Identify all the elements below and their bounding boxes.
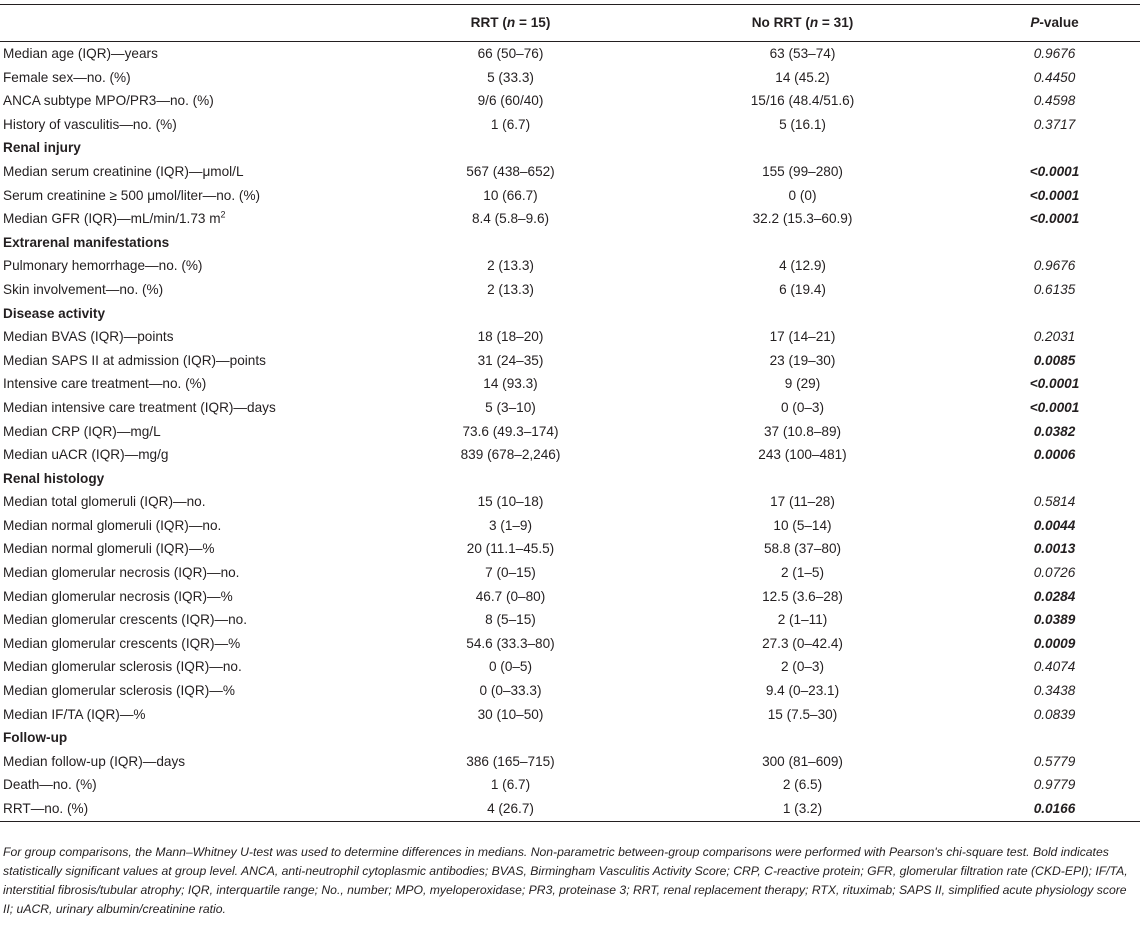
p-value: 0.0006 <box>1033 447 1076 463</box>
rrt-value: 0 (0–5) <box>488 659 533 675</box>
rrt-value: 0 (0–33.3) <box>479 683 542 699</box>
row-label: Median glomerular crescents (IQR)—% <box>3 635 241 651</box>
row-label-cell <box>0 797 382 821</box>
rrt-value: 54.6 (33.3–80) <box>466 635 555 651</box>
row-label-cell <box>0 42 382 66</box>
p-value: 0.0726 <box>1033 565 1076 581</box>
p-value: <0.0001 <box>1029 187 1080 203</box>
table-row <box>0 490 1140 514</box>
p-value: 0.0166 <box>966 797 1140 821</box>
row-label: Median normal glomeruli (IQR)—% <box>3 541 215 557</box>
table-row <box>0 585 1140 609</box>
row-label-cell <box>0 254 382 278</box>
row-label-cell <box>0 66 382 90</box>
no-rrt-value: 2 (0–3) <box>780 659 825 675</box>
no-rrt-value: 37 (10.8–89) <box>763 423 842 439</box>
row-label-cell <box>0 585 382 609</box>
section-header-row <box>0 467 1140 491</box>
row-label: Skin involvement—no. (%) <box>3 281 164 297</box>
row-label-cell <box>0 372 382 396</box>
p-value: <0.0001 <box>1029 211 1080 227</box>
rrt-value: 20 (11.1–45.5) <box>466 541 555 557</box>
row-label: Median serum creatinine (IQR)—μmol/L <box>3 163 244 179</box>
section-header-row <box>0 136 1140 160</box>
table-body <box>0 42 1140 822</box>
p-value: 0.3438 <box>1033 683 1076 699</box>
p-value: <0.0001 <box>1029 163 1080 179</box>
no-rrt-value: 12.5 (3.6–28) <box>762 588 843 604</box>
table-row <box>0 561 1140 585</box>
row-label-cell <box>0 184 382 208</box>
no-rrt-value: 10 (5–14) <box>773 517 832 533</box>
table-row <box>0 325 1140 349</box>
row-label: Median CRP (IQR)—mg/L <box>3 423 161 439</box>
p-value: 0.9779 <box>1033 777 1076 793</box>
no-rrt-value: 63 (53–74) <box>769 46 836 61</box>
section-title: Extrarenal manifestations <box>3 234 170 250</box>
section-title: Renal histology <box>3 470 105 486</box>
p-value: 0.9676 <box>1033 258 1076 274</box>
rrt-value: 8.4 (5.8–9.6) <box>471 211 550 227</box>
no-rrt-value: 5 (16.1) <box>779 116 826 132</box>
rrt-value: 567 (438–652) <box>466 163 555 179</box>
no-rrt-value: 27.3 (0–42.4) <box>762 635 843 651</box>
row-label: Death—no. (%) <box>3 777 97 793</box>
table-footnote: For group comparisons, the Mann–Whitney U-test was used to determine differences in medians. Non-parametric between-group comparisons were performed with Pearson's chi-square test. Bold indicates statistically significant values at group level. ANCA, anti-neutrophil cytoplasmic antibodies; BVAS, Birmingham Vasculitis Activity Score; CRP, C-reactive protein; GFR, glomerular filtration rate (CKD-EPI); IF/TA, interstitial fibrosis/tubular atrophy; IQR, interquartile range; No., number; MPO, myeloperoxidase; PR3, proteinase 3; RRT, renal replacement therapy; RTX, rituximab; SAPS II, simplified acute physiology score II; uACR, urinary albumin/creatinine ratio. <box>3 845 1128 916</box>
rrt-value: 4 (26.7) <box>382 797 636 821</box>
row-label-cell <box>0 703 382 727</box>
section-header-row <box>0 231 1140 255</box>
section-header-row <box>0 726 1140 750</box>
row-label: Median normal glomeruli (IQR)—no. <box>3 517 222 533</box>
section-title: Renal injury <box>3 140 81 156</box>
row-label: Pulmonary hemorrhage—no. (%) <box>3 258 203 274</box>
no-rrt-value: 15 (7.5–30) <box>767 706 838 722</box>
row-label: Median age (IQR)—years <box>3 46 158 61</box>
p-value: 0.0382 <box>1033 423 1076 439</box>
row-label-cell <box>0 537 382 561</box>
no-rrt-value: 23 (19–30) <box>769 352 836 368</box>
row-label-cell <box>0 89 382 113</box>
rrt-value: 386 (165–715) <box>466 753 555 769</box>
row-label-cell <box>0 608 382 632</box>
table-row <box>0 420 1140 444</box>
no-rrt-value: 17 (14–21) <box>769 329 836 345</box>
rrt-value: 5 (3–10) <box>485 399 536 415</box>
no-rrt-value: 4 (12.9) <box>779 258 826 274</box>
no-rrt-value: 0 (0) <box>788 187 817 203</box>
rrt-value: 18 (18–20) <box>477 329 544 345</box>
table-row <box>0 42 1140 66</box>
rrt-value: 8 (5–15) <box>485 612 536 628</box>
no-rrt-value: 0 (0–3) <box>780 399 825 415</box>
row-label-cell <box>0 396 382 420</box>
row-label-cell <box>0 632 382 656</box>
table-row <box>0 750 1140 774</box>
row-label-superscript: 2 <box>220 209 226 220</box>
row-label: History of vasculitis—no. (%) <box>3 116 177 132</box>
p-value: 0.0085 <box>1033 352 1076 368</box>
table-row <box>0 207 1140 231</box>
rrt-value: 31 (24–35) <box>477 352 544 368</box>
rrt-value: 30 (10–50) <box>477 706 544 722</box>
header-no-rrt: No RRT (n = 31) <box>636 5 966 42</box>
no-rrt-value: 15/16 (48.4/51.6) <box>750 93 855 109</box>
p-value: <0.0001 <box>1029 399 1080 415</box>
table-row <box>0 184 1140 208</box>
rrt-value: 5 (33.3) <box>487 69 534 85</box>
p-value: 0.9676 <box>1033 46 1076 61</box>
p-value: 0.5814 <box>1033 494 1076 510</box>
row-label: Median glomerular sclerosis (IQR)—no. <box>3 659 242 675</box>
table-row <box>0 349 1140 373</box>
row-label-cell <box>0 207 382 231</box>
table-row <box>0 703 1140 727</box>
table-row <box>0 160 1140 184</box>
table-row <box>0 773 1140 797</box>
rrt-value: 66 (50–76) <box>477 46 544 61</box>
rrt-value: 9/6 (60/40) <box>477 93 544 109</box>
row-label-cell <box>0 160 382 184</box>
row-label: Median intensive care treatment (IQR)—days <box>3 399 276 415</box>
p-value: 0.0284 <box>1033 588 1076 604</box>
row-label-cell <box>0 490 382 514</box>
rrt-value: 3 (1–9) <box>488 517 533 533</box>
no-rrt-value: 243 (100–481) <box>758 447 847 463</box>
header-p-value: P-value <box>966 5 1140 42</box>
row-label: ANCA subtype MPO/PR3—no. (%) <box>3 93 214 109</box>
rrt-value: 46.7 (0–80) <box>475 588 546 604</box>
no-rrt-value: 32.2 (15.3–60.9) <box>752 211 853 227</box>
table-row <box>0 89 1140 113</box>
no-rrt-value: 58.8 (37–80) <box>763 541 842 557</box>
p-value: 0.0839 <box>1033 706 1076 722</box>
section-title: Disease activity <box>3 305 106 321</box>
row-label: Median uACR (IQR)—mg/g <box>3 447 169 463</box>
row-label: RRT—no. (%) <box>3 801 89 816</box>
p-value: 0.4598 <box>1033 93 1076 109</box>
rrt-value: 7 (0–15) <box>485 565 536 581</box>
row-label: Median BVAS (IQR)—points <box>3 329 174 345</box>
row-label-cell <box>0 325 382 349</box>
no-rrt-value: 2 (1–11) <box>777 612 828 628</box>
rrt-value: 1 (6.7) <box>490 777 531 793</box>
table-row <box>0 514 1140 538</box>
p-value: 0.2031 <box>1033 329 1076 345</box>
row-label-cell <box>0 561 382 585</box>
row-label: Median glomerular necrosis (IQR)—% <box>3 588 233 604</box>
no-rrt-value: 1 (3.2) <box>636 797 966 821</box>
p-value: 0.4074 <box>1033 659 1076 675</box>
row-label: Median glomerular sclerosis (IQR)—% <box>3 683 235 699</box>
rrt-value: 2 (13.3) <box>487 281 534 297</box>
no-rrt-value: 2 (6.5) <box>782 777 823 793</box>
p-value: 0.0009 <box>1033 635 1076 651</box>
section-header-row <box>0 302 1140 326</box>
table-row <box>0 608 1140 632</box>
rrt-value: 15 (10–18) <box>477 494 544 510</box>
row-label-cell <box>0 679 382 703</box>
row-label: Female sex—no. (%) <box>3 69 131 85</box>
rrt-value: 14 (93.3) <box>483 376 538 392</box>
rrt-value: 1 (6.7) <box>490 116 531 132</box>
p-value: 0.5779 <box>1033 753 1076 769</box>
p-value: 0.0013 <box>1033 541 1076 557</box>
row-label-cell <box>0 349 382 373</box>
header-label-column <box>0 5 382 42</box>
row-label-cell <box>0 750 382 774</box>
row-label: Median IF/TA (IQR)—% <box>3 706 146 722</box>
table-row <box>0 443 1140 467</box>
row-label-cell <box>0 420 382 444</box>
p-value: 0.4450 <box>1033 69 1076 85</box>
p-value: 0.0389 <box>1033 612 1076 628</box>
row-label-cell <box>0 443 382 467</box>
section-title: Follow-up <box>3 730 68 746</box>
table-row <box>0 113 1140 137</box>
no-rrt-value: 2 (1–5) <box>780 565 825 581</box>
table-row <box>0 254 1140 278</box>
rrt-value: 2 (13.3) <box>487 258 534 274</box>
table-row <box>0 66 1140 90</box>
p-value: 0.3717 <box>1033 116 1076 132</box>
p-value: <0.0001 <box>1029 376 1080 392</box>
header-rrt: RRT (n = 15) <box>382 5 636 42</box>
row-label: Intensive care treatment—no. (%) <box>3 376 207 392</box>
row-label: Median SAPS II at admission (IQR)—points <box>3 352 266 368</box>
p-value: 0.0044 <box>1033 517 1076 533</box>
no-rrt-value: 17 (11–28) <box>770 494 835 510</box>
rrt-value: 10 (66.7) <box>483 187 538 203</box>
table-row <box>0 655 1140 679</box>
no-rrt-value: 155 (99–280) <box>762 163 843 179</box>
row-label: Median GFR (IQR)—mL/min/1.73 m <box>3 211 221 227</box>
no-rrt-value: 14 (45.2) <box>775 69 830 85</box>
table-row <box>0 679 1140 703</box>
table-row <box>0 537 1140 561</box>
row-label-cell <box>0 514 382 538</box>
p-value: 0.6135 <box>1033 281 1076 297</box>
row-label: Median glomerular crescents (IQR)—no. <box>3 612 248 628</box>
row-label-cell <box>0 113 382 137</box>
table-row <box>0 278 1140 302</box>
table-row <box>0 797 1140 821</box>
row-label: Median glomerular necrosis (IQR)—no. <box>3 565 240 581</box>
rrt-value: 839 (678–2,246) <box>460 447 561 463</box>
row-label: Serum creatinine ≥ 500 μmol/liter—no. (%) <box>3 187 261 203</box>
table-row <box>0 372 1140 396</box>
row-label-cell <box>0 278 382 302</box>
characteristics-table <box>0 4 1140 822</box>
no-rrt-value: 9.4 (0–23.1) <box>765 683 840 699</box>
table-row <box>0 632 1140 656</box>
row-label-cell <box>0 655 382 679</box>
table-row <box>0 396 1140 420</box>
no-rrt-value: 6 (19.4) <box>779 281 826 297</box>
no-rrt-value: 9 (29) <box>784 376 821 392</box>
rrt-value: 73.6 (49.3–174) <box>462 423 559 439</box>
row-label-cell <box>0 773 382 797</box>
row-label: Median total glomeruli (IQR)—no. <box>3 494 206 510</box>
no-rrt-value: 300 (81–609) <box>762 753 843 769</box>
table-header-row <box>0 5 1140 42</box>
row-label: Median follow-up (IQR)—days <box>3 753 186 769</box>
